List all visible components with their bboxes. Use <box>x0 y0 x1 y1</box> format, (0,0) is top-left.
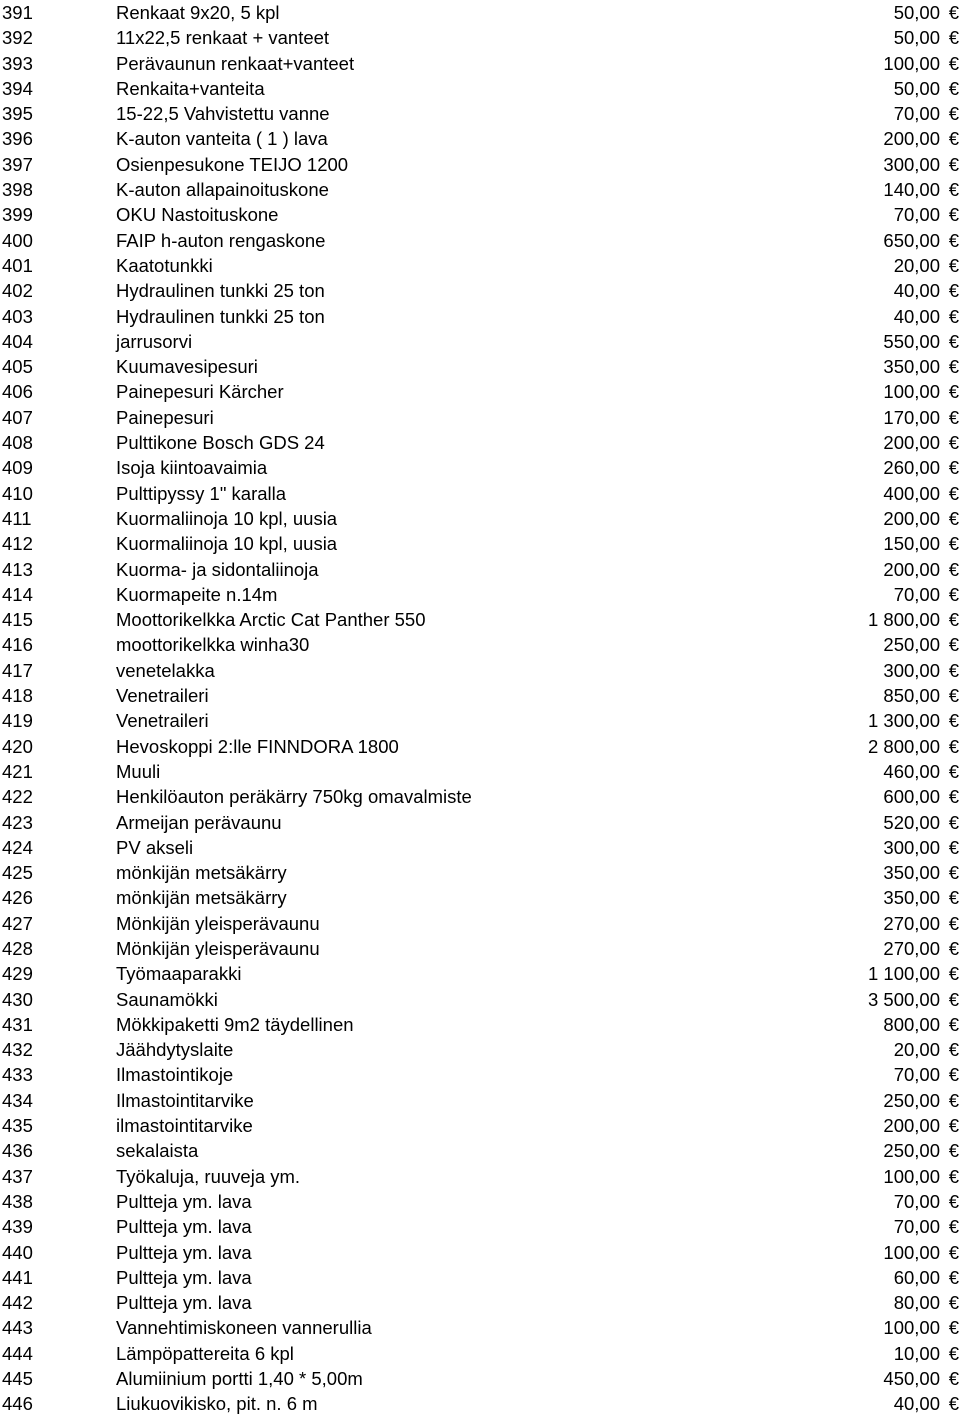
item-number: 392 <box>2 27 33 49</box>
item-number: 431 <box>2 1013 33 1035</box>
item-description: mönkijän metsäkärry <box>116 862 287 884</box>
item-number: 432 <box>2 1039 33 1061</box>
item-description: 11x22,5 renkaat + vanteet <box>116 27 330 49</box>
item-description: Kaatotunkki <box>116 254 213 276</box>
list-item <box>0 202 960 227</box>
list-item <box>0 632 960 657</box>
list-item <box>0 1214 960 1239</box>
euro-currency-symbol: € <box>948 1241 959 1263</box>
item-price: 350,00 <box>883 356 940 378</box>
item-price: 70,00 <box>893 583 940 605</box>
euro-currency-symbol: € <box>948 1342 959 1364</box>
item-description: Hydraulinen tunkki 25 ton <box>116 305 325 327</box>
item-description: Liukuovikisko, pit. n. 6 m <box>116 1393 318 1415</box>
item-price: 200,00 <box>883 128 940 150</box>
item-price: 100,00 <box>883 1241 940 1263</box>
item-price: 50,00 <box>893 2 940 23</box>
item-description: K-auton allapainoituskone <box>116 179 329 201</box>
euro-currency-symbol: € <box>948 685 959 707</box>
list-item <box>0 987 960 1012</box>
item-description: Kuormapeite n.14m <box>116 583 278 605</box>
list-item <box>0 1265 960 1290</box>
euro-currency-symbol: € <box>948 760 959 782</box>
list-item <box>0 1037 960 1062</box>
euro-currency-symbol: € <box>948 1115 959 1137</box>
list-item <box>0 607 960 632</box>
item-number: 436 <box>2 1140 33 1162</box>
item-price: 350,00 <box>883 862 940 884</box>
item-price: 1 800,00 <box>867 609 940 631</box>
item-number: 416 <box>2 634 33 656</box>
list-item <box>0 354 960 379</box>
item-description: PV akseli <box>116 836 194 858</box>
item-description: Pultteja ym. lava <box>116 1292 252 1314</box>
euro-currency-symbol: € <box>948 533 959 555</box>
item-price: 20,00 <box>893 1039 940 1061</box>
item-description: Muuli <box>116 760 161 782</box>
list-item <box>0 304 960 329</box>
item-number: 424 <box>2 836 33 858</box>
euro-currency-symbol: € <box>948 406 959 428</box>
item-description: Pulttikone Bosch GDS 24 <box>116 432 325 454</box>
item-price: 650,00 <box>883 229 940 251</box>
euro-currency-symbol: € <box>948 103 959 125</box>
item-number: 405 <box>2 356 33 378</box>
euro-currency-symbol: € <box>948 356 959 378</box>
list-item <box>0 228 960 253</box>
item-number: 445 <box>2 1368 33 1390</box>
euro-currency-symbol: € <box>948 432 959 454</box>
item-number: 428 <box>2 937 33 959</box>
euro-currency-symbol: € <box>948 1064 959 1086</box>
item-description: Kuormaliinoja 10 kpl, uusia <box>116 533 338 555</box>
item-price: 550,00 <box>883 330 940 352</box>
euro-currency-symbol: € <box>948 558 959 580</box>
item-description: Ilmastointikoje <box>116 1064 234 1086</box>
item-description: Perävaunun renkaat+vanteet <box>116 52 355 74</box>
item-description: Venetraileri <box>116 685 209 707</box>
euro-currency-symbol: € <box>948 457 959 479</box>
item-number: 444 <box>2 1342 33 1364</box>
item-price: 600,00 <box>883 786 940 808</box>
item-description: Painepesuri Kärcher <box>116 381 284 403</box>
item-price: 100,00 <box>883 1165 940 1187</box>
list-item <box>0 0 960 25</box>
item-description: Osienpesukone TEIJO 1200 <box>116 153 349 175</box>
item-price: 200,00 <box>883 558 940 580</box>
item-price: 460,00 <box>883 760 940 782</box>
item-price: 2 800,00 <box>867 735 940 757</box>
item-number: 415 <box>2 609 33 631</box>
item-description: Moottorikelkka Arctic Cat Panther 550 <box>116 609 426 631</box>
item-description: Hydraulinen tunkki 25 ton <box>116 280 325 302</box>
item-number: 446 <box>2 1393 33 1415</box>
euro-currency-symbol: € <box>948 204 959 226</box>
item-number: 398 <box>2 179 33 201</box>
item-price: 3 500,00 <box>867 988 940 1010</box>
euro-currency-symbol: € <box>948 912 959 934</box>
euro-currency-symbol: € <box>948 710 959 732</box>
euro-currency-symbol: € <box>948 77 959 99</box>
euro-currency-symbol: € <box>948 179 959 201</box>
item-description: Pultteja ym. lava <box>116 1266 252 1288</box>
item-number: 393 <box>2 52 33 74</box>
euro-currency-symbol: € <box>948 659 959 681</box>
item-description: Mönkijän yleisperävaunu <box>116 912 320 934</box>
item-number: 429 <box>2 963 33 985</box>
list-item <box>0 531 960 556</box>
euro-currency-symbol: € <box>948 1368 959 1390</box>
item-description: Pulttipyssy 1" karalla <box>116 482 287 504</box>
item-price: 50,00 <box>893 77 940 99</box>
item-description: Painepesuri <box>116 406 214 428</box>
item-price: 250,00 <box>883 1089 940 1111</box>
list-item <box>0 278 960 303</box>
list-item <box>0 784 960 809</box>
item-description: Pultteja ym. lava <box>116 1190 252 1212</box>
item-description: Mönkijän yleisperävaunu <box>116 937 320 959</box>
euro-currency-symbol: € <box>948 507 959 529</box>
list-item <box>0 455 960 480</box>
item-description: Renkaita+vanteita <box>116 77 265 99</box>
item-number: 417 <box>2 659 33 681</box>
item-price: 70,00 <box>893 1216 940 1238</box>
euro-currency-symbol: € <box>948 1393 959 1415</box>
list-item <box>0 1189 960 1214</box>
item-description: mönkijän metsäkärry <box>116 887 287 909</box>
item-number: 394 <box>2 77 33 99</box>
euro-currency-symbol: € <box>948 280 959 302</box>
euro-currency-symbol: € <box>948 1292 959 1314</box>
euro-currency-symbol: € <box>948 52 959 74</box>
item-price: 270,00 <box>883 912 940 934</box>
item-price: 40,00 <box>893 280 940 302</box>
item-price: 150,00 <box>883 533 940 555</box>
list-item <box>0 658 960 683</box>
item-description: Renkaat 9x20, 5 kpl <box>116 2 280 23</box>
item-number: 435 <box>2 1115 33 1137</box>
item-number: 422 <box>2 786 33 808</box>
item-description: moottorikelkka winha30 <box>116 634 310 656</box>
list-item <box>0 961 960 986</box>
item-price: 450,00 <box>883 1368 940 1390</box>
list-item <box>0 379 960 404</box>
item-description: jarrusorvi <box>116 330 193 352</box>
item-number: 403 <box>2 305 33 327</box>
item-number: 413 <box>2 558 33 580</box>
item-price: 300,00 <box>883 836 940 858</box>
item-number: 411 <box>2 507 32 529</box>
list-item <box>0 759 960 784</box>
item-number: 407 <box>2 406 33 428</box>
list-item <box>0 860 960 885</box>
list-item <box>0 1062 960 1087</box>
item-price: 170,00 <box>883 406 940 428</box>
item-number: 391 <box>2 2 33 23</box>
item-description: Vannehtimiskoneen vannerullia <box>116 1317 372 1339</box>
item-price: 270,00 <box>883 937 940 959</box>
euro-currency-symbol: € <box>948 1140 959 1162</box>
list-item <box>0 25 960 50</box>
item-number: 404 <box>2 330 33 352</box>
item-price: 70,00 <box>893 204 940 226</box>
item-price: 20,00 <box>893 254 940 276</box>
item-description: K-auton vanteita ( 1 ) lava <box>116 128 328 150</box>
item-number: 414 <box>2 583 33 605</box>
item-number: 421 <box>2 760 33 782</box>
item-price: 250,00 <box>883 1140 940 1162</box>
item-number: 434 <box>2 1089 33 1111</box>
item-number: 438 <box>2 1190 33 1212</box>
euro-currency-symbol: € <box>948 1165 959 1187</box>
item-description: OKU Nastoituskone <box>116 204 279 226</box>
list-item <box>0 481 960 506</box>
item-description: Armeijan perävaunu <box>116 811 282 833</box>
euro-currency-symbol: € <box>948 381 959 403</box>
item-price: 1 100,00 <box>867 963 940 985</box>
item-description: Kuumavesipesuri <box>116 356 258 378</box>
item-description: Pultteja ym. lava <box>116 1241 252 1263</box>
item-description: Mökkipaketti 9m2 täydellinen <box>116 1013 354 1035</box>
list-item <box>0 557 960 582</box>
list-item <box>0 329 960 354</box>
item-number: 437 <box>2 1165 33 1187</box>
list-item <box>0 1341 960 1366</box>
item-price: 50,00 <box>893 27 940 49</box>
item-number: 401 <box>2 254 33 276</box>
item-number: 426 <box>2 887 33 909</box>
item-number: 439 <box>2 1216 33 1238</box>
item-number: 402 <box>2 280 33 302</box>
item-number: 427 <box>2 912 33 934</box>
list-item <box>0 885 960 910</box>
list-item <box>0 506 960 531</box>
item-number: 396 <box>2 128 33 150</box>
item-number: 399 <box>2 204 33 226</box>
item-price: 200,00 <box>883 432 940 454</box>
euro-currency-symbol: € <box>948 609 959 631</box>
euro-currency-symbol: € <box>948 937 959 959</box>
euro-currency-symbol: € <box>948 634 959 656</box>
item-price: 850,00 <box>883 685 940 707</box>
item-price: 70,00 <box>893 103 940 125</box>
item-price: 1 300,00 <box>867 710 940 732</box>
item-number: 400 <box>2 229 33 251</box>
list-item <box>0 1315 960 1340</box>
euro-currency-symbol: € <box>948 1013 959 1035</box>
item-price: 200,00 <box>883 1115 940 1137</box>
item-description: Isoja kiintoavaimia <box>116 457 268 479</box>
item-price: 70,00 <box>893 1190 940 1212</box>
item-description: Ilmastointitarvike <box>116 1089 254 1111</box>
item-description: venetelakka <box>116 659 215 681</box>
euro-currency-symbol: € <box>948 811 959 833</box>
item-price: 10,00 <box>893 1342 940 1364</box>
list-item <box>0 177 960 202</box>
euro-currency-symbol: € <box>948 254 959 276</box>
euro-currency-symbol: € <box>948 27 959 49</box>
list-item <box>0 76 960 101</box>
list-item <box>0 911 960 936</box>
list-item <box>0 1088 960 1113</box>
item-description: Hevoskoppi 2:lle FINNDORA 1800 <box>116 735 399 757</box>
list-item <box>0 708 960 733</box>
list-item <box>0 835 960 860</box>
item-price: 200,00 <box>883 507 940 529</box>
list-item <box>0 1138 960 1163</box>
list-item <box>0 51 960 76</box>
euro-currency-symbol: € <box>948 836 959 858</box>
list-item <box>0 1366 960 1391</box>
euro-currency-symbol: € <box>948 887 959 909</box>
list-item <box>0 734 960 759</box>
item-description: sekalaista <box>116 1140 199 1162</box>
item-number: 423 <box>2 811 33 833</box>
list-item <box>0 1290 960 1315</box>
item-description: Jäähdytyslaite <box>116 1039 234 1061</box>
euro-currency-symbol: € <box>948 735 959 757</box>
euro-currency-symbol: € <box>948 988 959 1010</box>
item-price: 300,00 <box>883 153 940 175</box>
item-description: Henkilöauton peräkärry 750kg omavalmiste <box>116 786 472 808</box>
euro-currency-symbol: € <box>948 786 959 808</box>
item-number: 412 <box>2 533 33 555</box>
euro-currency-symbol: € <box>948 1089 959 1111</box>
item-price: 100,00 <box>883 52 940 74</box>
euro-currency-symbol: € <box>948 1216 959 1238</box>
euro-currency-symbol: € <box>948 229 959 251</box>
item-number: 419 <box>2 710 33 732</box>
euro-currency-symbol: € <box>948 153 959 175</box>
item-price: 400,00 <box>883 482 940 504</box>
euro-currency-symbol: € <box>948 1317 959 1339</box>
item-number: 397 <box>2 153 33 175</box>
item-description: Työkaluja, ruuveja ym. <box>116 1165 301 1187</box>
item-description: Lämpöpattereita 6 kpl <box>116 1342 294 1364</box>
item-number: 395 <box>2 103 33 125</box>
list-item <box>0 810 960 835</box>
list-item <box>0 1391 960 1416</box>
item-number: 433 <box>2 1064 33 1086</box>
list-item <box>0 126 960 151</box>
euro-currency-symbol: € <box>948 1266 959 1288</box>
euro-currency-symbol: € <box>948 330 959 352</box>
item-price: 70,00 <box>893 1064 940 1086</box>
item-price: 40,00 <box>893 305 940 327</box>
euro-currency-symbol: € <box>948 583 959 605</box>
item-number: 410 <box>2 482 33 504</box>
item-price: 250,00 <box>883 634 940 656</box>
item-number: 441 <box>2 1266 33 1288</box>
item-description: Työmaaparakki <box>116 963 242 985</box>
list-item <box>0 1113 960 1138</box>
list-item <box>0 101 960 126</box>
item-price: 800,00 <box>883 1013 940 1035</box>
item-description: Pultteja ym. lava <box>116 1216 252 1238</box>
item-description: Saunamökki <box>116 988 218 1010</box>
item-description: Kuorma- ja sidontaliinoja <box>116 558 319 580</box>
item-number: 409 <box>2 457 33 479</box>
euro-currency-symbol: € <box>948 862 959 884</box>
item-description: 15-22,5 Vahvistettu vanne <box>116 103 330 125</box>
euro-currency-symbol: € <box>948 1190 959 1212</box>
item-description: Alumiinium portti 1,40 * 5,00m <box>116 1368 363 1390</box>
list-item <box>0 152 960 177</box>
euro-currency-symbol: € <box>948 2 959 23</box>
item-number: 443 <box>2 1317 33 1339</box>
item-number: 418 <box>2 685 33 707</box>
item-price: 100,00 <box>883 1317 940 1339</box>
euro-currency-symbol: € <box>948 128 959 150</box>
list-item <box>0 936 960 961</box>
item-description: ilmastointitarvike <box>116 1115 253 1137</box>
list-item <box>0 430 960 455</box>
item-price: 80,00 <box>893 1292 940 1314</box>
item-description: Kuormaliinoja 10 kpl, uusia <box>116 507 338 529</box>
item-number: 440 <box>2 1241 33 1263</box>
list-item <box>0 582 960 607</box>
item-number: 406 <box>2 381 33 403</box>
item-price: 40,00 <box>893 1393 940 1415</box>
item-price: 140,00 <box>883 179 940 201</box>
list-item <box>0 405 960 430</box>
item-number: 430 <box>2 988 33 1010</box>
item-description: Venetraileri <box>116 710 209 732</box>
list-item <box>0 1012 960 1037</box>
item-number: 420 <box>2 735 33 757</box>
item-number: 425 <box>2 862 33 884</box>
item-price: 300,00 <box>883 659 940 681</box>
item-description: FAIP h-auton rengaskone <box>116 229 326 251</box>
euro-currency-symbol: € <box>948 1039 959 1061</box>
euro-currency-symbol: € <box>948 963 959 985</box>
list-item <box>0 1164 960 1189</box>
item-price: 520,00 <box>883 811 940 833</box>
item-price: 100,00 <box>883 381 940 403</box>
item-number: 408 <box>2 432 33 454</box>
item-price: 350,00 <box>883 887 940 909</box>
list-item <box>0 1240 960 1265</box>
list-item <box>0 683 960 708</box>
list-item <box>0 253 960 278</box>
item-price: 260,00 <box>883 457 940 479</box>
item-price: 60,00 <box>893 1266 940 1288</box>
item-number: 442 <box>2 1292 33 1314</box>
euro-currency-symbol: € <box>948 305 959 327</box>
euro-currency-symbol: € <box>948 482 959 504</box>
